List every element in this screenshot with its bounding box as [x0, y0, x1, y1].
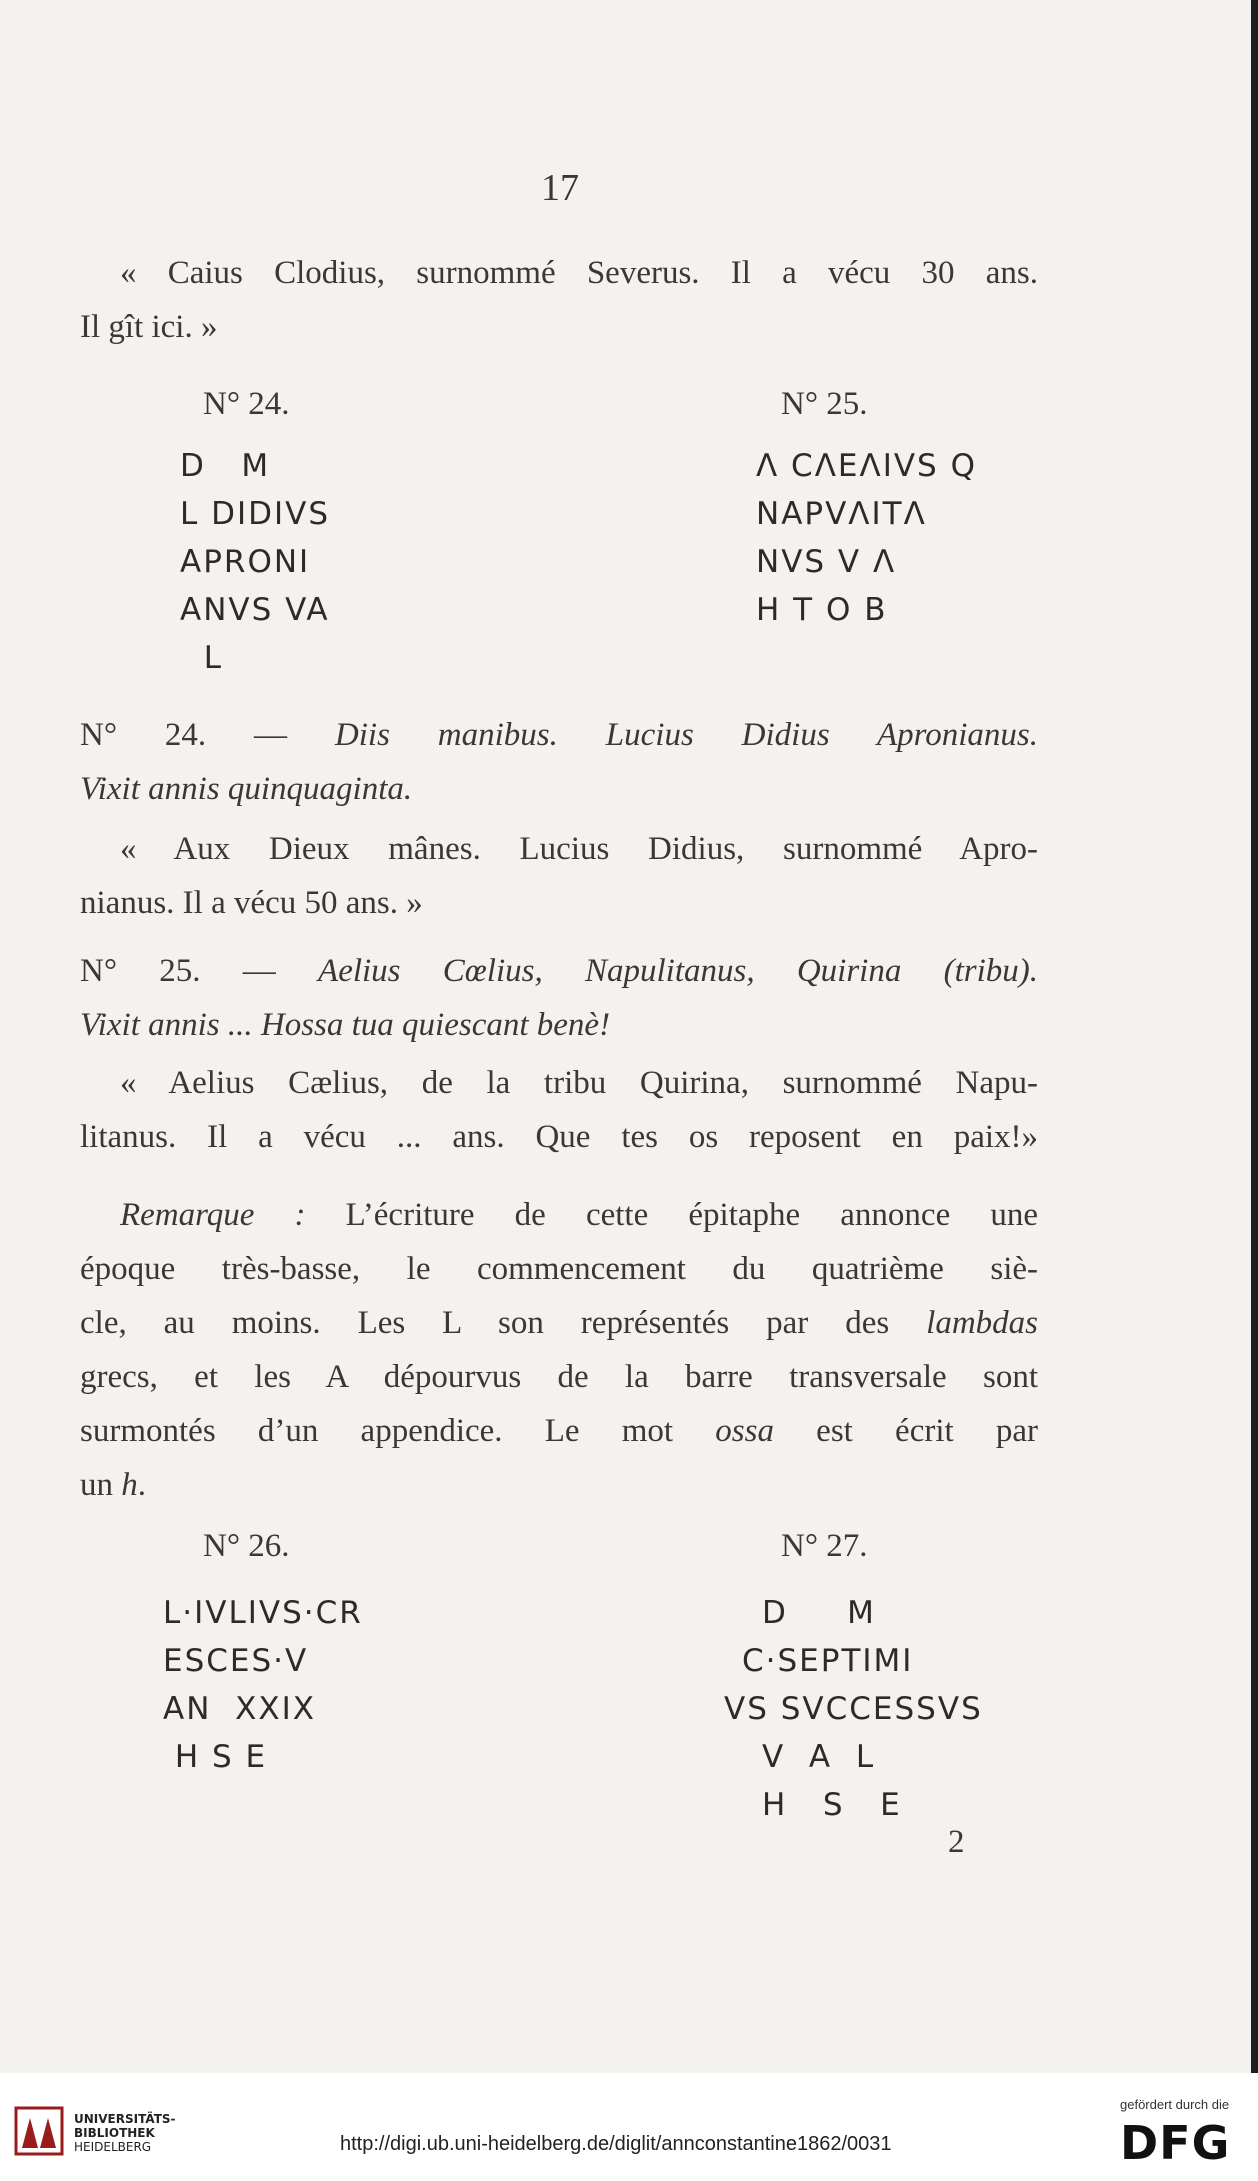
university-library-logo-icon	[12, 2104, 66, 2158]
remarque-label: Remarque :	[120, 1197, 306, 1233]
entry-number: N° 24. —	[80, 717, 335, 753]
paragraph-translation-23	[80, 246, 1038, 354]
inscription-line: L	[180, 640, 223, 676]
inscription-line: VS SVCCESSVS	[724, 1691, 983, 1727]
text-line: litanus. Il a vécu ... ans. Que tes os reposent en paix!»	[80, 1119, 1038, 1155]
inscription-25-label: N° 25.	[781, 386, 868, 422]
inscription-24	[180, 442, 330, 682]
text-line: « Aelius Cælius, de la tribu Quirina, surnommé Napu-	[120, 1065, 1038, 1101]
inscription-line: D M	[762, 1595, 876, 1631]
text-line	[80, 708, 1038, 762]
page-edge-shadow	[1251, 0, 1258, 2073]
inscription-line: H S E	[163, 1739, 268, 1775]
inscription-line: V A L	[762, 1739, 876, 1775]
text-line: « Aux Dieux mânes. Lucius Didius, surnommé Apro-	[120, 831, 1038, 867]
inscription-line: AN XXIX	[163, 1691, 316, 1727]
text-line: Il gît ici. »	[80, 309, 218, 345]
inscription-26	[163, 1589, 363, 1781]
page-number: 17	[541, 167, 579, 209]
paragraph-remarque	[80, 1188, 1038, 1512]
latin-text: Vixit annis quinquaginta.	[80, 771, 413, 807]
entry-number: N° 25. —	[80, 953, 319, 989]
text-line	[80, 944, 1038, 998]
latin-text: Diis manibus. Lucius Didius Apronianus.	[334, 717, 1038, 753]
inscription-25	[756, 442, 977, 634]
inscription-27-label: N° 27.	[781, 1528, 868, 1564]
text-line: un h.	[80, 1467, 146, 1503]
text-line: nianus. Il a vécu 50 ans. »	[80, 885, 423, 921]
funded-by-text: gefördert durch die	[1120, 2097, 1230, 2112]
text-line: surmontés d’un appendice. Le mot ossa est écrit par	[80, 1413, 1038, 1449]
inscription-line: Λ CΛEΛIVS Q	[756, 448, 977, 484]
inscription-line: L·IVLIVS·CR	[163, 1595, 363, 1631]
text-line: « Caius Clodius, surnommé Severus. Il a vécu 30 ans.	[120, 255, 1038, 291]
paragraph-translation-25	[80, 1056, 1038, 1164]
text-line: Remarque : L’écriture de cette épitaphe annonce une	[120, 1197, 1038, 1233]
text-line: époque très-basse, le commencement du quatrième siè-	[80, 1251, 1038, 1287]
inscription-line: APRONI	[180, 544, 311, 580]
inscription-24-label: N° 24.	[203, 386, 290, 422]
paragraph-latin-25	[80, 944, 1038, 1052]
latin-text: Aelius Cœlius, Napulitanus, Quirina (tribu).	[318, 953, 1038, 989]
inscription-line: L DIDIVS	[180, 496, 331, 532]
source-url-link[interactable]: http://digi.ub.uni-heidelberg.de/diglit/annconstantine1862/0031	[340, 2133, 892, 2155]
paragraph-translation-24	[80, 822, 1038, 930]
inscription-line: H T O B	[756, 592, 888, 628]
footer-bar	[0, 2073, 1258, 2181]
inscription-26-label: N° 26.	[203, 1528, 290, 1564]
inscription-line: ANVS VA	[180, 592, 330, 628]
inscription-line: NVS V Λ	[756, 544, 897, 580]
inscription-line: H S E	[762, 1787, 902, 1823]
signature-mark: 2	[948, 1824, 965, 1860]
dfg-logo: DFG	[1120, 2116, 1231, 2170]
inscription-line: ESCES·V	[163, 1643, 309, 1679]
text-line: cle, au moins. Les L son représentés par des lambdas	[80, 1305, 1038, 1341]
text-line: grecs, et les A dépourvus de la barre transversale sont	[80, 1359, 1038, 1395]
inscription-line: NAPVΛITΛ	[756, 496, 927, 532]
latin-text: Vixit annis ... Hossa tua quiescant benè!	[80, 1007, 611, 1043]
inscription-line: D M	[180, 448, 271, 484]
inscription-27	[724, 1589, 983, 1829]
inscription-line: C·SEPTIMI	[742, 1643, 914, 1679]
paragraph-latin-24	[80, 708, 1038, 816]
library-name: UNIVERSITÄTS- BIBLIOTHEK HEIDELBERG	[74, 2112, 176, 2154]
